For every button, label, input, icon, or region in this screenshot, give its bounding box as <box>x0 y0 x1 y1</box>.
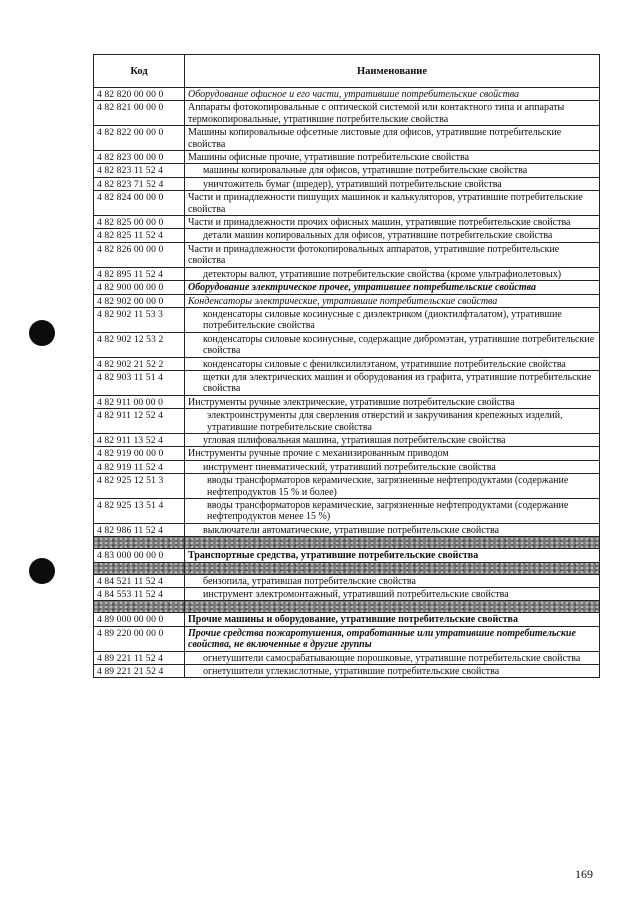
row-code: 4 82 925 12 51 3 <box>94 474 185 499</box>
table-row <box>94 665 600 678</box>
row-name: Транспортные средства, утратившие потребительские свойства <box>185 549 600 562</box>
table-row <box>94 460 600 473</box>
table-row <box>94 307 600 332</box>
row-name: Прочие средства пожаротушения, отработанные или утратившие потребительские свойства, не включенные в другие группы <box>185 626 600 651</box>
row-name: Конденсаторы электрические, утратившие потребительские свойства <box>185 294 600 307</box>
row-name: вводы трансформаторов керамические, загрязненные нефтепродуктами (содержание нефтепродуктов менее 15 %) <box>185 499 600 524</box>
table-row <box>94 651 600 664</box>
row-code: 4 82 825 11 52 4 <box>94 229 185 242</box>
row-name: уничтожитель бумаг (шредер), утративший потребительские свойства <box>185 177 600 190</box>
row-code: 4 89 000 00 00 0 <box>94 613 185 626</box>
row-code: 4 82 902 12 53 2 <box>94 332 185 357</box>
row-name: детекторы валют, утратившие потребительские свойства (кроме ультрафиолетовых) <box>185 267 600 280</box>
row-code: 4 89 220 00 00 0 <box>94 626 185 651</box>
waste-code-table <box>93 54 600 678</box>
table-row <box>94 88 600 101</box>
page-number: 169 <box>575 867 593 881</box>
row-name: инструмент пневматический, утративший потребительские свойства <box>185 460 600 473</box>
row-name <box>185 562 600 574</box>
row-code: 4 82 919 00 00 0 <box>94 447 185 460</box>
row-name: Прочие машины и оборудование, утратившие потребительские свойства <box>185 613 600 626</box>
column-header-name: Наименование <box>185 55 600 88</box>
row-name: огнетушители самосрабатывающие порошковые, утратившие потребительские свойства <box>185 651 600 664</box>
row-code <box>94 562 185 574</box>
row-code: 4 82 822 00 00 0 <box>94 126 185 151</box>
row-code: 4 82 824 00 00 0 <box>94 191 185 216</box>
table-row <box>94 229 600 242</box>
table-row <box>94 499 600 524</box>
row-code: 4 82 821 00 00 0 <box>94 101 185 126</box>
row-code: 4 82 900 00 00 0 <box>94 281 185 294</box>
row-name: выключатели автоматические, утратившие потребительские свойства <box>185 523 600 536</box>
row-code: 4 82 823 11 52 4 <box>94 164 185 177</box>
shaded-separator-row <box>94 601 600 613</box>
table-row <box>94 549 600 562</box>
row-name: угловая шлифовальная машина, утратившая потребительские свойства <box>185 433 600 446</box>
table-header-row <box>94 55 600 88</box>
table-row <box>94 101 600 126</box>
table-row <box>94 216 600 229</box>
row-code: 4 82 925 13 51 4 <box>94 499 185 524</box>
row-code: 4 89 221 11 52 4 <box>94 651 185 664</box>
table-row <box>94 447 600 460</box>
table-row <box>94 370 600 395</box>
row-code: 4 83 000 00 00 0 <box>94 549 185 562</box>
column-header-code: Код <box>94 55 185 88</box>
row-name: детали машин копировальных для офисов, утратившие потребительские свойства <box>185 229 600 242</box>
row-code: 4 82 902 11 53 3 <box>94 307 185 332</box>
table-row <box>94 164 600 177</box>
row-code: 4 82 911 13 52 4 <box>94 433 185 446</box>
row-name: щетки для электрических машин и оборудования из графита, утратившие потребительские свойства <box>185 370 600 395</box>
row-code: 4 82 823 71 52 4 <box>94 177 185 190</box>
row-name: Оборудование офисное и его части, утратившие потребительские свойства <box>185 88 600 101</box>
row-code: 4 82 825 00 00 0 <box>94 216 185 229</box>
table-row <box>94 281 600 294</box>
row-code: 4 82 902 21 52 2 <box>94 357 185 370</box>
row-name: бензопила, утратившая потребительские свойства <box>185 574 600 587</box>
row-name: инструмент электромонтажный, утративший потребительские свойства <box>185 588 600 601</box>
row-name: Машины копировальные офсетные листовые для офисов, утратившие потребительские свойства <box>185 126 600 151</box>
row-code: 4 84 553 11 52 4 <box>94 588 185 601</box>
row-name: Части и принадлежности фотокопировальных аппаратов, утратившие потребительские свойства <box>185 242 600 267</box>
punch-hole <box>29 558 55 584</box>
row-name: машины копировальные для офисов, утратившие потребительские свойства <box>185 164 600 177</box>
row-code: 4 82 902 00 00 0 <box>94 294 185 307</box>
row-name: Аппараты фотокопировальные с оптической системой или контактного типа и аппараты термокопировальные, утратившие потребительские свойства <box>185 101 600 126</box>
row-name: Инструменты ручные прочие с механизированным приводом <box>185 447 600 460</box>
row-name <box>185 537 600 549</box>
table-row <box>94 177 600 190</box>
table-row <box>94 588 600 601</box>
table-row <box>94 191 600 216</box>
row-code: 4 82 919 11 52 4 <box>94 460 185 473</box>
shaded-separator-row <box>94 537 600 549</box>
table-row <box>94 474 600 499</box>
table-row <box>94 357 600 370</box>
table-body <box>94 88 600 678</box>
table-row <box>94 523 600 536</box>
table-row <box>94 151 600 164</box>
row-code: 4 89 221 21 52 4 <box>94 665 185 678</box>
row-code: 4 82 911 00 00 0 <box>94 395 185 408</box>
row-name: Части и принадлежности пишущих машинок и калькуляторов, утратившие потребительские свойства <box>185 191 600 216</box>
row-code: 4 82 895 11 52 4 <box>94 267 185 280</box>
table-row <box>94 409 600 434</box>
table-row <box>94 574 600 587</box>
table-row <box>94 626 600 651</box>
row-name: конденсаторы силовые косинусные с диэлектриком (диоктилфталатом), утратившие потребительские свойства <box>185 307 600 332</box>
row-name: электроинструменты для сверления отверстий и закручивания крепежных изделий, утратившие потребительские свойства <box>185 409 600 434</box>
row-name: огнетушители углекислотные, утратившие потребительские свойства <box>185 665 600 678</box>
table-row <box>94 332 600 357</box>
row-name: конденсаторы силовые косинусные, содержащие дибромэтан, утратившие потребительские свойства <box>185 332 600 357</box>
row-code: 4 82 820 00 00 0 <box>94 88 185 101</box>
row-name <box>185 601 600 613</box>
table-row <box>94 294 600 307</box>
row-name: вводы трансформаторов керамические, загрязненные нефтепродуктами (содержание нефтепродуктов 15 % и более) <box>185 474 600 499</box>
row-code: 4 82 911 12 52 4 <box>94 409 185 434</box>
row-code <box>94 601 185 613</box>
table-row <box>94 126 600 151</box>
row-code <box>94 537 185 549</box>
row-code: 4 82 903 11 51 4 <box>94 370 185 395</box>
row-code: 4 82 826 00 00 0 <box>94 242 185 267</box>
row-name: Инструменты ручные электрические, утратившие потребительские свойства <box>185 395 600 408</box>
table-row <box>94 613 600 626</box>
row-name: Оборудование электрическое прочее, утратившее потребительские свойства <box>185 281 600 294</box>
table-row <box>94 242 600 267</box>
table-row <box>94 395 600 408</box>
shaded-separator-row <box>94 562 600 574</box>
row-name: Части и принадлежности прочих офисных машин, утратившие потребительские свойства <box>185 216 600 229</box>
row-code: 4 82 823 00 00 0 <box>94 151 185 164</box>
table-row <box>94 267 600 280</box>
punch-hole <box>29 320 55 346</box>
row-name: Машины офисные прочие, утратившие потребительские свойства <box>185 151 600 164</box>
row-name: конденсаторы силовые с фенилксилилэтаном, утратившие потребительские свойства <box>185 357 600 370</box>
row-code: 4 84 521 11 52 4 <box>94 574 185 587</box>
table-row <box>94 433 600 446</box>
row-code: 4 82 986 11 52 4 <box>94 523 185 536</box>
